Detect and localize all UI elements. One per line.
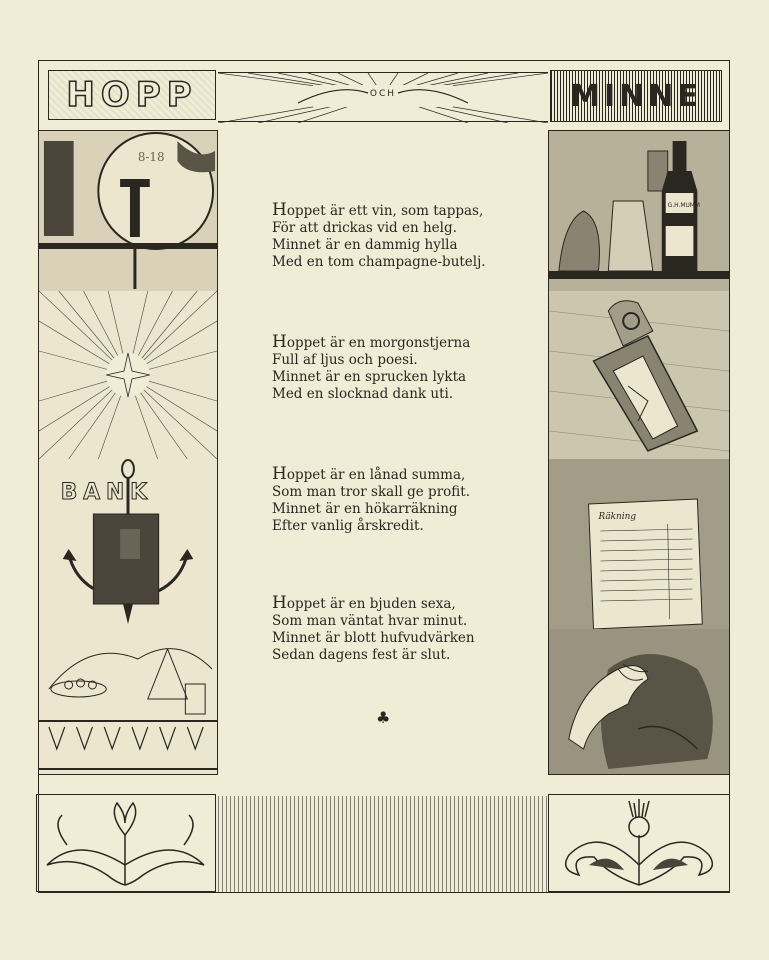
grocer-bill-illustration (549, 459, 729, 629)
champagne-label: G.H.MUMM (667, 201, 701, 210)
header-hopp-panel (48, 70, 216, 120)
poem-line: Som man tror skall ge profit. (272, 484, 471, 500)
broken-lantern-illustration (549, 291, 729, 459)
poem-line: Hoppet är en bjuden sexa, (272, 593, 456, 613)
poem-line: Hoppet är en lånad summa, (272, 464, 466, 484)
thistle-ornament-icon (549, 795, 728, 890)
headache-figure-illustration (549, 629, 729, 774)
poem-line: Efter vanlig årskredit. (272, 518, 424, 534)
poem-line: För att drickas vid en helg. (272, 220, 457, 236)
bank-sign-label: BANK (60, 479, 153, 506)
header-minne-title: MINNE (570, 78, 702, 114)
header-hopp-title: HOPP (66, 75, 198, 115)
footer-thistle-panel (548, 794, 730, 892)
poem-line: Sedan dagens fest är slut. (272, 647, 451, 663)
poem-text-column (218, 130, 548, 795)
footer-flower-panel (36, 794, 216, 892)
poem-stanza-3 (272, 466, 532, 535)
poem-stanza-1 (272, 202, 532, 271)
poem-line: Med en tom champagne-butelj. (272, 254, 486, 270)
flower-ornament-icon (37, 795, 214, 890)
poem-line: Full af ljus och poesi. (272, 352, 418, 368)
poem-line: Minnet är en dammig hylla (272, 237, 458, 253)
club-ornament-icon: ♣ (376, 708, 391, 727)
header-och-panel (218, 72, 548, 122)
poem-line: Hoppet är en morgonstjerna (272, 332, 471, 352)
bank-anchor-wallet-illustration (39, 459, 217, 629)
right-illustration-column (548, 130, 730, 775)
poem-stanza-2 (272, 334, 532, 403)
header-och-word: OCH (369, 89, 397, 99)
poem-line: Minnet är blott hufvudvärken (272, 630, 475, 646)
poem-stanza-4 (272, 595, 532, 664)
poem-line: Minnet är en sprucken lykta (272, 369, 467, 385)
dusty-shelf-champagne-illustration (549, 131, 729, 291)
footer-hatched-panel (218, 796, 548, 892)
poem-line: Hoppet är ett vin, som tappas, (272, 200, 484, 220)
supper-feast-illustration (39, 629, 217, 774)
bill-heading-label: Räkning (598, 511, 637, 523)
cask-date-label: 8-18 (137, 149, 165, 165)
header-minne-panel (550, 70, 722, 122)
poem-line: Minnet är en hökarräkning (272, 501, 458, 517)
morning-star-illustration (39, 291, 217, 459)
poem-line: Med en slocknad dank uti. (272, 386, 454, 402)
wine-cask-tap-illustration (39, 131, 217, 291)
left-illustration-column (38, 130, 218, 775)
poem-line: Som man väntat hvar minut. (272, 613, 468, 629)
